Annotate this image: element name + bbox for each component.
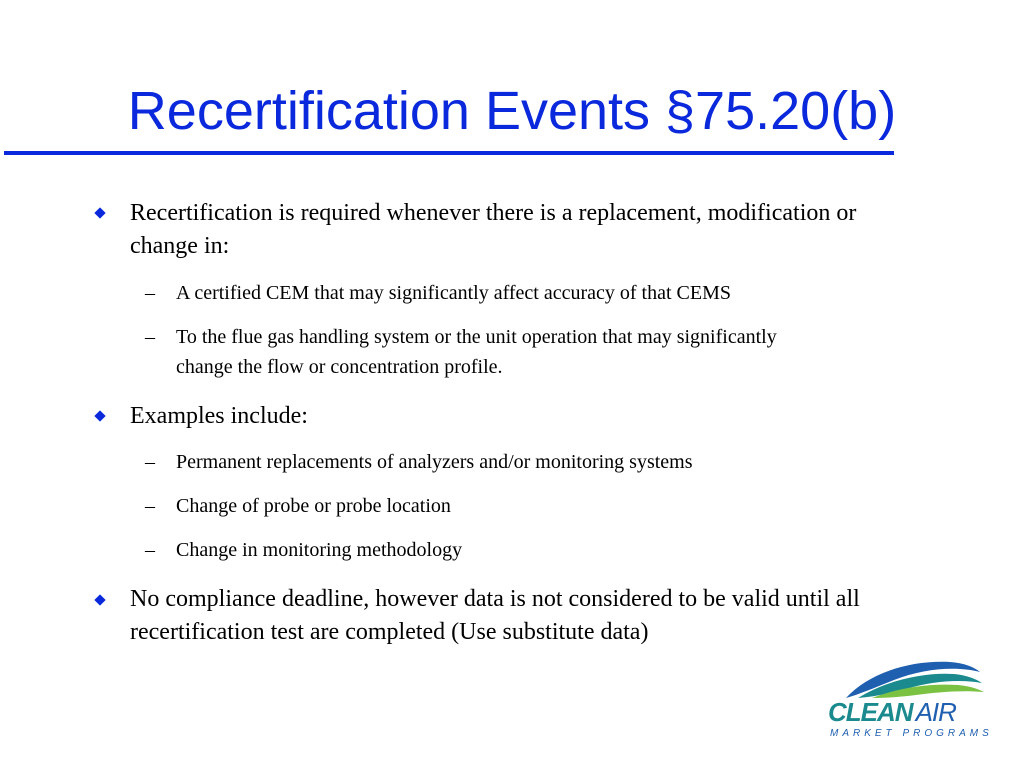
logo-wordmark bbox=[828, 698, 956, 726]
bullet-3-text: No compliance deadline, however data is not considered to be valid until all recertification test are completed (Use substitute data) bbox=[130, 586, 860, 645]
bullet-1-sub-2: To the flue gas handling system or the unit operation that may significantly change the flow or concentration profile. bbox=[176, 326, 777, 378]
bullet-2-sub-3: Change in monitoring methodology bbox=[176, 539, 463, 561]
sub-bullet-dash: – bbox=[145, 539, 155, 561]
sub-bullet-dash: – bbox=[145, 326, 155, 348]
bullet-2-sub-1: Permanent replacements of analyzers and/or monitoring systems bbox=[176, 451, 693, 473]
sub-bullet-dash: – bbox=[145, 451, 155, 473]
bullet-diamond-icon bbox=[94, 410, 105, 421]
bullet-2-text: Examples include: bbox=[130, 403, 308, 429]
logo-word-air: AIR bbox=[915, 697, 956, 727]
logo-word-clean: CLEAN bbox=[828, 697, 913, 727]
clean-air-markets-logo bbox=[828, 652, 993, 742]
sub-bullet-dash: – bbox=[145, 495, 155, 517]
bullet-1-text: Recertification is required whenever there is a replacement, modification or change in: bbox=[130, 200, 857, 259]
bullet-diamond-icon bbox=[94, 594, 105, 605]
logo-tagline: MARKET PROGRAMS bbox=[830, 728, 993, 739]
bullet-1-sub-1: A certified CEM that may significantly affect accuracy of that CEMS bbox=[176, 282, 732, 304]
bullet-diamond-icon bbox=[94, 207, 105, 218]
slide-title: Recertification Events §75.20(b) bbox=[127, 81, 897, 141]
sub-bullet-dash: – bbox=[145, 282, 155, 304]
bullet-2-sub-2: Change of probe or probe location bbox=[176, 495, 451, 517]
wave-swoosh-icon bbox=[828, 652, 988, 702]
